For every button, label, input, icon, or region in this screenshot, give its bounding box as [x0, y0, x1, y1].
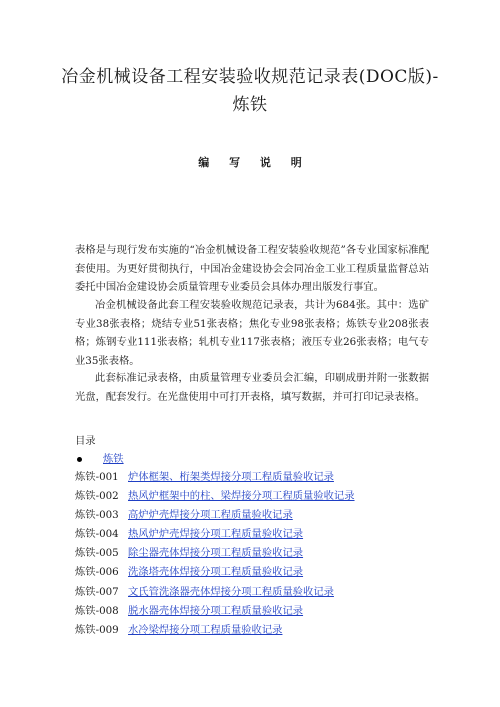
bullet-icon [77, 457, 82, 462]
document-title: 冶金机械设备工程安装验收规范记录表(DOC版)- 炼铁 [61, 67, 439, 115]
paragraph-distribution: 此套标准记录表格，由质量管理专业委员会汇编，印刷成册并附一张数据光盘，配套发行。在光盘使用中可打开表格，填写数据，并可打印记录表格。 [75, 372, 429, 403]
toc-item-code: 炼铁-008 [75, 604, 119, 617]
toc-item [75, 621, 355, 640]
paragraph-table-count: 冶金机械设备此套工程安装验收规范记录表，共计为684张。其中：选矿专业38张表格；烧结专业51张表格；焦化专业98张表格；炼铁专业208张表格；炼钢专业111张表格；轧机专业117张表格；液压专业26张表格；电气专业35张表格。 [75, 299, 429, 367]
toc-label: 目录 [75, 435, 96, 447]
toc-item [75, 468, 355, 487]
section-heading: 编 写 说 明 [198, 156, 310, 169]
toc-item-code: 炼铁-001 [75, 471, 119, 483]
toc-item-code: 炼铁-003 [75, 509, 119, 522]
toc-item-link[interactable]: 除尘器壳体焊接分项工程质量验收记录 [128, 547, 304, 560]
toc-item [75, 506, 355, 525]
toc-item-code: 炼铁-005 [75, 547, 119, 560]
toc-item [75, 487, 355, 506]
toc-list [75, 468, 355, 640]
toc-item [75, 544, 355, 563]
toc-item-code: 炼铁-006 [75, 566, 119, 579]
toc-item-link[interactable]: 热风炉框架中的柱、梁焊接分项工程质量验收记录 [128, 490, 355, 503]
toc-item-link[interactable]: 文氏管洗涤器壳体焊接分项工程质量验收记录 [128, 585, 334, 598]
toc-item-code: 炼铁-007 [75, 585, 119, 598]
toc-item-link[interactable]: 脱水器壳体焊接分项工程质量验收记录 [128, 604, 304, 617]
paragraph-intro: 表格是与现行发布实施的“冶金机械设备工程安装验收规范”各专业国家标准配套使用。为更好贯彻执行，中国冶金建设协会会同冶金工业工程质量监督总站委托中国冶金建设协会质量管理专业委员会具体办理出版发行事宜。 [75, 244, 429, 293]
toc-item-code: 炼铁-004 [75, 528, 119, 541]
toc-item-code: 炼铁-002 [75, 490, 119, 503]
toc-section-row [75, 450, 124, 468]
toc-item-code: 炼铁-009 [75, 623, 119, 636]
toc-item [75, 583, 355, 602]
toc-item [75, 525, 355, 544]
toc-item-link[interactable]: 热风炉炉壳焊接分项工程质量验收记录 [128, 528, 304, 541]
toc-item [75, 563, 355, 582]
toc-item-link[interactable]: 洗涤塔壳体焊接分项工程质量验收记录 [128, 566, 304, 579]
toc-item-link[interactable]: 炉体框架、桁架类焊接分项工程质量验收记录 [128, 471, 334, 483]
toc-item-link[interactable]: 水冷梁焊接分项工程质量验收记录 [128, 623, 283, 636]
toc-item [75, 602, 355, 621]
toc-section-link[interactable]: 炼铁 [103, 453, 124, 465]
toc-item-link[interactable]: 高炉炉壳焊接分项工程质量验收记录 [128, 509, 293, 522]
